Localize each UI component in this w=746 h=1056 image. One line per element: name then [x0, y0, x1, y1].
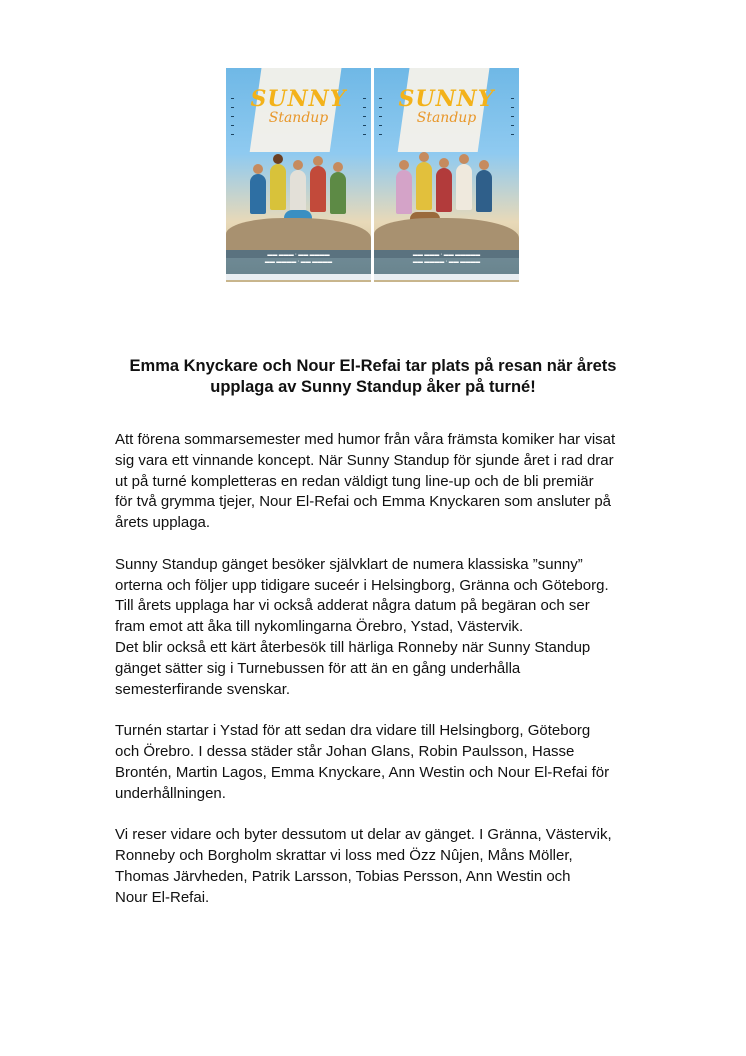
- poster-image-1: [226, 68, 371, 282]
- poster-images: [226, 68, 519, 282]
- paragraph-intro: [115, 430, 655, 534]
- text-line: orterna och följer upp tidigare suceér i Helsingborg, Gränna och Göteborg.: [115, 576, 609, 594]
- poster-footer: [226, 274, 371, 280]
- text-line: ut på turné kompletteras en redan väldigt tung line-up och de bli premiär: [115, 472, 594, 490]
- text-line: Ronneby och Borgholm skrattar vi loss med Özz Nûjen, Måns Möller,: [115, 846, 573, 864]
- text-line: semesterfirande svenskar.: [115, 680, 291, 698]
- poster-names-right: ▬ ▬ ▬ ▬ ▬: [363, 96, 366, 136]
- headline-line: Emma Knyckare och Nour El-Refai tar plats på resan när årets: [129, 357, 617, 375]
- text-line: Sunny Standup gänget besöker självklart de numera klassiska ”sunny”: [115, 555, 583, 573]
- text-line: Thomas Järvheden, Patrik Larsson, Tobias Persson, Ann Westin och: [115, 867, 571, 885]
- press-release-headline: [100, 356, 646, 398]
- headline-line: upplaga av Sunny Standup åker på turné!: [210, 378, 536, 396]
- poster-names-left: ▬ ▬ ▬ ▬ ▬: [379, 96, 382, 136]
- press-release-body: [115, 430, 655, 929]
- text-line: för två grymma tjejer, Nour El-Refai och Emma Knyckaren som ansluter på: [115, 493, 612, 511]
- poster-title-sunny: SUNNY: [250, 86, 347, 112]
- poster-dates-banner: ▬▬ ▬▬▬ · ▬▬ ▬▬▬▬ ▬▬ ▬▬▬▬ · ▬▬ ▬▬▬▬: [226, 250, 371, 274]
- text-line: Brontén, Martin Lagos, Emma Knyckare, Ann Westin och Nour El-Refai för: [115, 763, 610, 781]
- text-line: Att förena sommarsemester med humor från våra främsta komiker har visat: [115, 431, 616, 448]
- poster-footer: [374, 274, 519, 280]
- paragraph-tour-start: [115, 721, 655, 804]
- paragraph-lineup: [115, 825, 655, 908]
- poster-title-standup: Standup: [416, 110, 477, 126]
- text-line: sig vara ett vinnande koncept. När Sunny Standup för sjunde året i rad drar: [115, 451, 614, 469]
- text-line: Till årets upplaga har vi också adderat några datum på begäran och ser: [115, 597, 590, 615]
- text-line: och Örebro. I dessa städer står Johan Glans, Robin Paulsson, Hasse: [115, 742, 575, 760]
- poster-image-2: [374, 68, 519, 282]
- text-line: underhållningen.: [115, 784, 226, 802]
- text-line: gänget sätter sig i Turnebussen för att än en gång underhålla: [115, 659, 521, 677]
- poster-title-standup: Standup: [268, 110, 329, 126]
- text-line: Vi reser vidare och byter dessutom ut delar av gänget. I Gränna, Västervik,: [115, 826, 612, 844]
- text-line: årets upplaga.: [115, 514, 211, 532]
- poster-names-left: ▬ ▬ ▬ ▬ ▬: [231, 96, 234, 136]
- paragraph-locations: [115, 555, 655, 701]
- poster-names-right: ▬ ▬ ▬ ▬ ▬: [511, 96, 514, 136]
- poster-title-sunny: SUNNY: [398, 86, 495, 112]
- text-line: fram emot att åka till nykomlingarna Örebro, Ystad, Västervik.: [115, 618, 524, 636]
- text-line: Nour El-Refai.: [115, 888, 210, 906]
- text-line: Det blir också ett kärt återbesök till härliga Ronneby när Sunny Standup: [115, 638, 591, 656]
- poster-dates-banner: ▬▬ ▬▬▬ · ▬▬ ▬▬▬▬▬ ▬▬ ▬▬▬▬ · ▬▬ ▬▬▬▬: [374, 250, 519, 274]
- text-line: Turnén startar i Ystad för att sedan dra vidare till Helsingborg, Göteborg: [115, 722, 591, 740]
